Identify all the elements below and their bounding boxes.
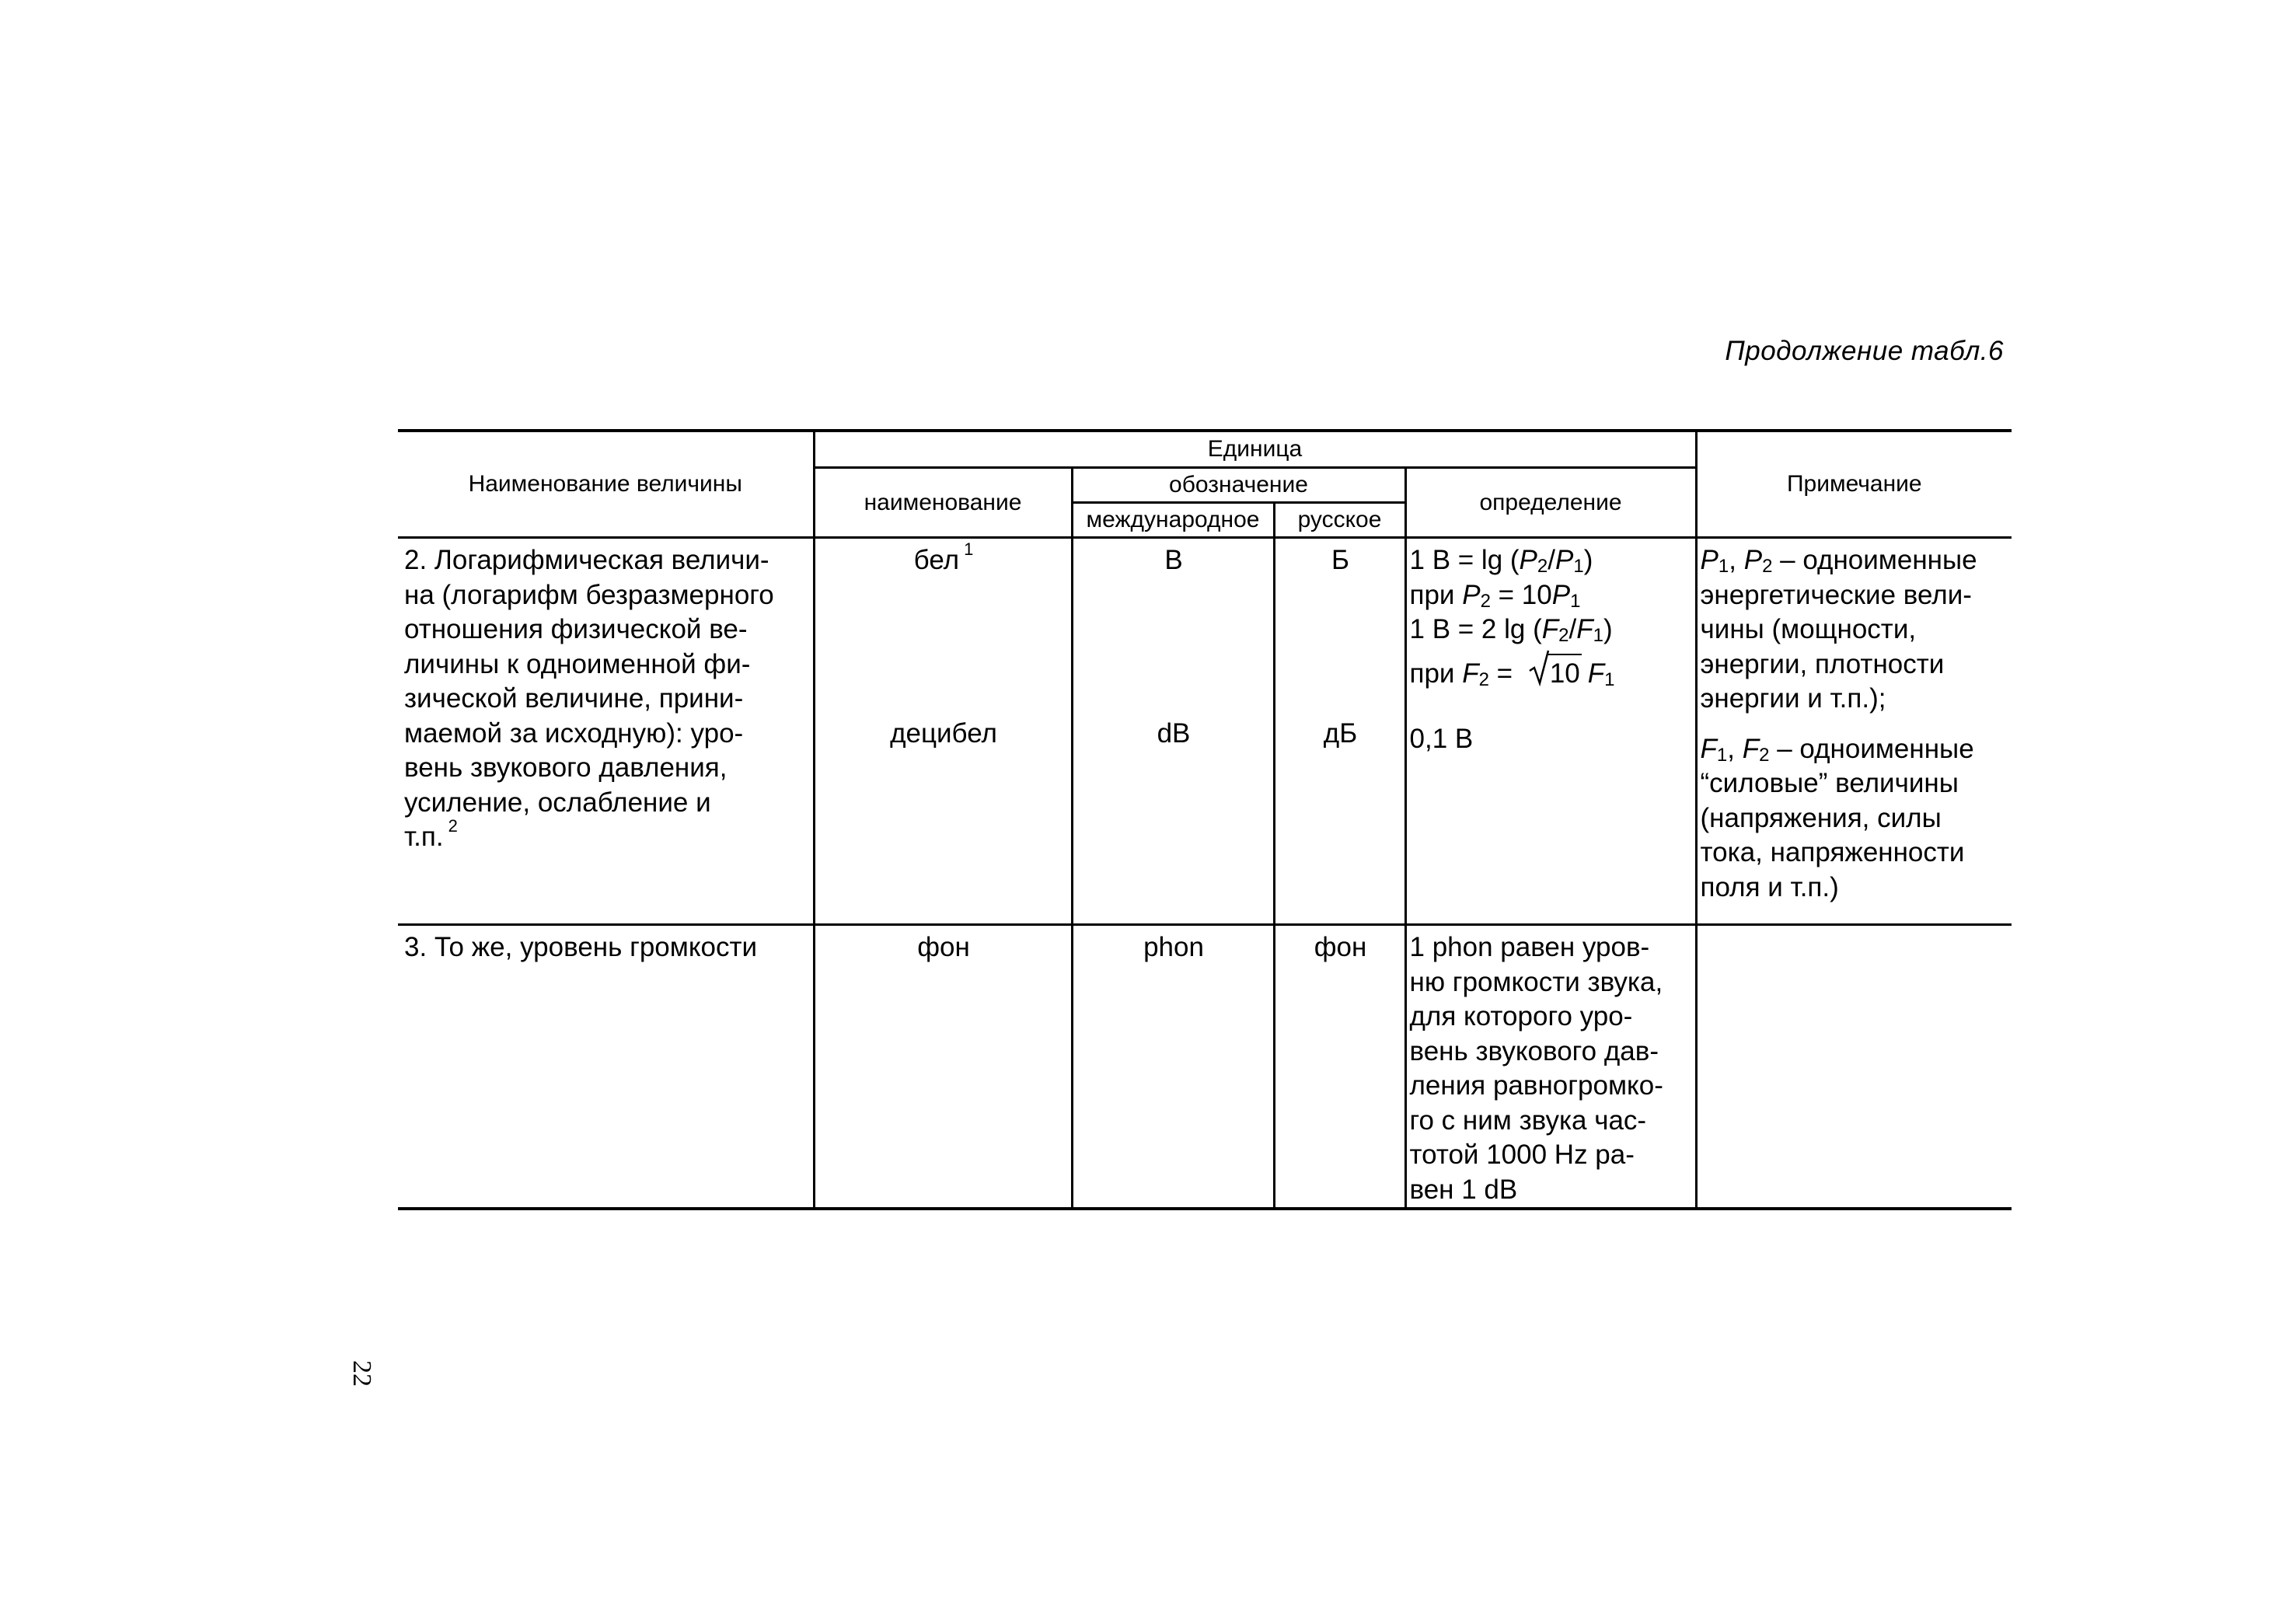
radical-sign-icon xyxy=(1528,649,1550,686)
header-note: Примечание xyxy=(1696,431,2012,538)
footnote-mark: 2 xyxy=(448,816,458,836)
decibel-definition: 0,1 B xyxy=(1409,724,1474,754)
header-definition: определение xyxy=(1405,468,1696,538)
designation-intl-cell: B dB xyxy=(1072,538,1274,925)
page-number: 22 xyxy=(347,1360,376,1387)
header-designation: обозначение xyxy=(1072,468,1405,503)
definition-cell: 1 phon равен уров- ню громкости звука, для которого уро- вень звукового дав- ления равногромко- го с ним звука час- тотой 1000 Hz ра- вен 1 dB xyxy=(1405,925,1696,1209)
table-row xyxy=(398,925,2012,1209)
footnote-mark: 1 xyxy=(964,539,974,559)
definition-line-2: при $P_2 = 10P_1$ xyxy=(1409,579,1581,612)
unit-name-cell: фон xyxy=(814,925,1072,1209)
definition-line-4: при $F_2$ = 10 $F_1$ xyxy=(1410,654,1695,692)
header-unit-name: наименование xyxy=(814,468,1072,538)
definition-line-3: 1 B = 2 $\lg (F_2/F_1)$ xyxy=(1409,614,1613,646)
quantity-name-cell: 2. Логарифмическая величи- на (логарифм безразмерного отношения физической ве- личины к одноименной фи- зической величине, прини- маемой за исходную): уро- вень звукового давления, усиление, ослабление и т.п. $^2$ xyxy=(398,538,814,925)
designation-ru-cell: Б дБ xyxy=(1274,538,1405,925)
header-quantity-name: Наименование величины xyxy=(398,431,814,538)
designation-ru-cell: фон xyxy=(1274,925,1405,1209)
header-unit: Единица xyxy=(814,431,1696,468)
table-row xyxy=(398,538,2012,925)
note-cell xyxy=(1696,925,2012,1209)
quantity-name-cell: 3. То же, уровень громкости xyxy=(398,925,814,1209)
table-caption: Продолжение табл.6 xyxy=(1725,336,2004,366)
units-table xyxy=(398,429,2012,1210)
definition-cell xyxy=(1405,538,1696,925)
definition-line-1: 1 $B = \lg (P_2/P_1)$ xyxy=(1409,545,1593,577)
note-cell: $P_1$, $P_2$ – одноименные энергетические вели- чины (мощности, энергии, плотности энергии и т.п.); $F_1$, $F_2$ – одноименные “силовые” величины (напряжения, силы тока, напряженности поля и т.п.) xyxy=(1696,538,2012,925)
unit-name-cell: бел $^1$ децибел xyxy=(814,538,1072,925)
square-root: 10 xyxy=(1528,654,1582,692)
header-designation-ru: русское xyxy=(1274,503,1405,538)
header-designation-intl: международное xyxy=(1072,503,1274,538)
designation-intl-cell: phon xyxy=(1072,925,1274,1209)
